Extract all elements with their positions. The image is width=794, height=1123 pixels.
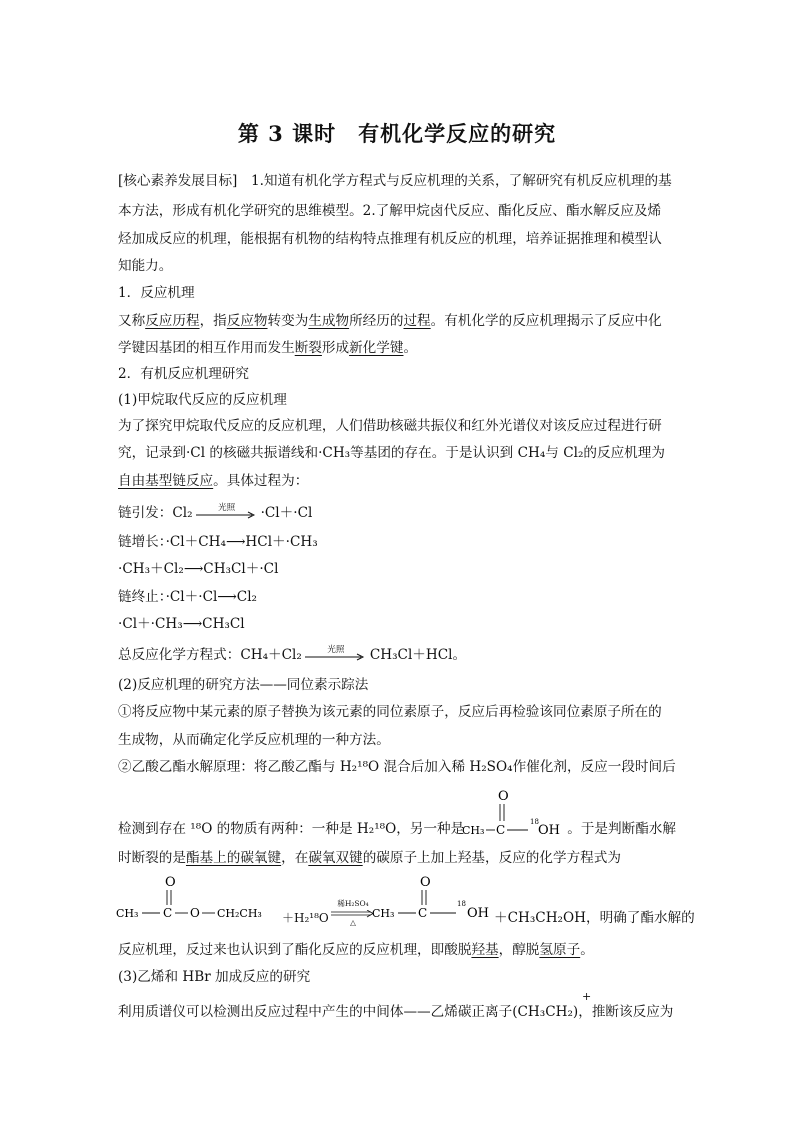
isotope-label: 18 xyxy=(457,900,466,908)
page-title: 第 3 课时 有机化学反应的研究 xyxy=(237,121,557,146)
text: CH₃Cl＋HCl。 xyxy=(369,647,467,663)
goals-text: 1.知道有机化学方程式与反应机理的关系，了解研究有机反应机理的基 xyxy=(250,173,672,189)
total-equation xyxy=(118,645,680,666)
group-ch3: CH₃ xyxy=(116,907,139,920)
goals-line-2: 本方法，形成有机化学研究的思维模型。2.了解甲烷卤代反应、酯化反应、酯水解反应及烯 xyxy=(118,203,662,219)
paragraph-line: ①将反应物中某元素的原子替换为该元素的同位素原子，反应后再检验该同位素原子所在的 xyxy=(118,704,662,720)
goals-line-4: 知能力。 xyxy=(118,258,173,274)
text: ，醇脱 xyxy=(498,942,540,958)
text: 。 xyxy=(580,942,594,958)
paragraph-line xyxy=(118,819,680,839)
atom-c: C xyxy=(496,823,506,837)
subsection-3-heading: (3)乙烯和 HBr 加成反应的研究 xyxy=(118,969,311,985)
carbocation-charge: + xyxy=(582,990,592,1003)
atom-c: C xyxy=(418,906,428,920)
section-1-line-2 xyxy=(118,338,680,358)
chain-termination-2: ·Cl＋·CH₃⟶CH₃Cl xyxy=(118,616,245,632)
chain-termination-1 xyxy=(118,587,680,607)
ethyl-acetate-structure xyxy=(116,868,286,930)
section-1-line-1 xyxy=(118,311,680,331)
arrow-condition: 光照 xyxy=(218,502,236,513)
catalyst-arrow xyxy=(331,900,375,930)
blank-answer: 氢原子 xyxy=(539,942,581,958)
blank-answer: 反应物 xyxy=(226,313,268,329)
paragraph-line xyxy=(118,471,680,491)
group-ch2ch3: CH₂CH₃ xyxy=(217,907,262,920)
text: 学键因基团的相互作用而发生 xyxy=(118,340,295,356)
group-ch3: CH₃ xyxy=(372,907,395,920)
text: ，指 xyxy=(199,313,227,329)
text: 的碳原子上加上羟基，反应的化学方程式为 xyxy=(362,850,621,866)
equation: ·Cl＋·Cl⟶Cl₂ xyxy=(165,589,257,605)
atom-o: O xyxy=(190,906,200,920)
equation-plus-water: ＋H₂¹⁸O xyxy=(282,911,329,925)
arrow-condition: △ xyxy=(350,918,356,927)
equation: ·Cl＋CH₄⟶HCl＋·CH₃ xyxy=(165,534,318,550)
goals-tag: [核心素养发展目标] xyxy=(118,173,238,189)
paragraph-line: 究，记录到·Cl 的核磁共振谱线和·CH₃等基团的存在。于是认识到 CH₄与 Cl₂的反应机理为 xyxy=(118,445,665,461)
light-arrow xyxy=(305,646,367,666)
text: 又称 xyxy=(118,313,146,329)
blank-answer: 生成物 xyxy=(308,313,350,329)
atom-o: O xyxy=(498,789,509,804)
group-oh: OH xyxy=(467,906,489,921)
paragraph-line: 利用质谱仪可以检测出反应过程中产生的中间体——乙烯碳正离子(CH₃CH₂)，推断该反应为 xyxy=(118,1004,674,1020)
chain-initiation xyxy=(118,503,680,524)
atom-c: C xyxy=(163,906,173,920)
text: 检测到存在 ¹⁸O 的物质有两种：一种是 H₂¹⁸O，另一种是 xyxy=(118,821,465,837)
subsection-1-heading: (1)甲烷取代反应的反应机理 xyxy=(118,392,287,408)
blank-answer: 断裂 xyxy=(294,340,322,356)
paragraph-line: 为了探究甲烷取代反应的反应机理，人们借助核磁共振仪和红外光谱仪对该反应过程进行研 xyxy=(118,418,662,434)
text: 链增长： xyxy=(118,534,166,550)
group-ch3: CH₃ xyxy=(462,824,485,837)
atom-o: O xyxy=(165,875,176,890)
atom-o: O xyxy=(420,875,431,890)
blank-answer: 自由基型链反应 xyxy=(118,473,214,489)
text: 链引发：Cl₂ xyxy=(118,505,193,521)
text: 链终止： xyxy=(118,589,166,605)
chain-propagation-1 xyxy=(118,532,680,552)
text: 反应机理，反过来也认识到了酯化反应的反应机理，即酸脱 xyxy=(118,942,472,958)
subsection-2-heading: (2)反应机理的研究方法——同位素示踪法 xyxy=(118,677,369,693)
acetic-acid-18o-product-structure xyxy=(372,868,497,930)
isotope-label: 18 xyxy=(530,818,539,826)
paragraph-line xyxy=(118,848,680,868)
text: ·Cl＋·Cl xyxy=(260,505,313,521)
light-arrow xyxy=(196,504,258,524)
text: 总反应化学方程式：CH₄＋Cl₂ xyxy=(118,647,302,663)
paragraph-line: ②乙酸乙酯水解原理：将乙酸乙酯与 H₂¹⁸O 混合后加入稀 H₂SO₄作催化剂，反应一段时间后 xyxy=(118,759,676,775)
chain-propagation-2: ·CH₃＋Cl₂⟶CH₃Cl＋·Cl xyxy=(118,561,279,577)
arrow-condition: 稀H₂SO₄ xyxy=(337,899,369,908)
text: 。于是判断酯水解 xyxy=(567,821,676,837)
arrow-condition: 光照 xyxy=(327,644,345,655)
text: 转变为 xyxy=(267,313,309,329)
goals-line-1 xyxy=(118,171,680,191)
text: 时断裂的是 xyxy=(118,850,186,866)
paragraph-line xyxy=(118,940,680,960)
blank-answer: 酯基上的碳氧键 xyxy=(185,850,282,866)
blank-answer: 碳氧双键 xyxy=(308,850,363,866)
text: 。 xyxy=(403,340,418,356)
text: 形成 xyxy=(321,340,350,356)
section-2-heading: 2．有机反应机理研究 xyxy=(118,366,249,382)
acetic-acid-18o-structure xyxy=(462,780,568,842)
group-oh: OH xyxy=(538,823,560,838)
blank-answer: 过程 xyxy=(403,313,431,329)
blank-answer: 反应历程 xyxy=(145,313,200,329)
section-1-heading: 1．反应机理 xyxy=(118,285,195,301)
paragraph-line: 生成物，从而确定化学反应机理的一种方法。 xyxy=(118,732,390,748)
goals-line-3: 烃加成反应的机理，能根据有机物的结构特点推理有机反应的机理，培养证据推理和模型认 xyxy=(118,231,662,247)
equation-tail: ＋CH₃CH₂OH，明确了酯水解的 xyxy=(494,910,695,926)
text: 。具体过程为： xyxy=(213,473,309,489)
text: ，在 xyxy=(281,850,309,866)
text: 。有机化学的反应机理揭示了反应中化 xyxy=(430,313,662,329)
blank-answer: 羟基 xyxy=(471,942,499,958)
text: 所经历的 xyxy=(349,313,404,329)
blank-answer: 新化学键 xyxy=(349,340,404,356)
